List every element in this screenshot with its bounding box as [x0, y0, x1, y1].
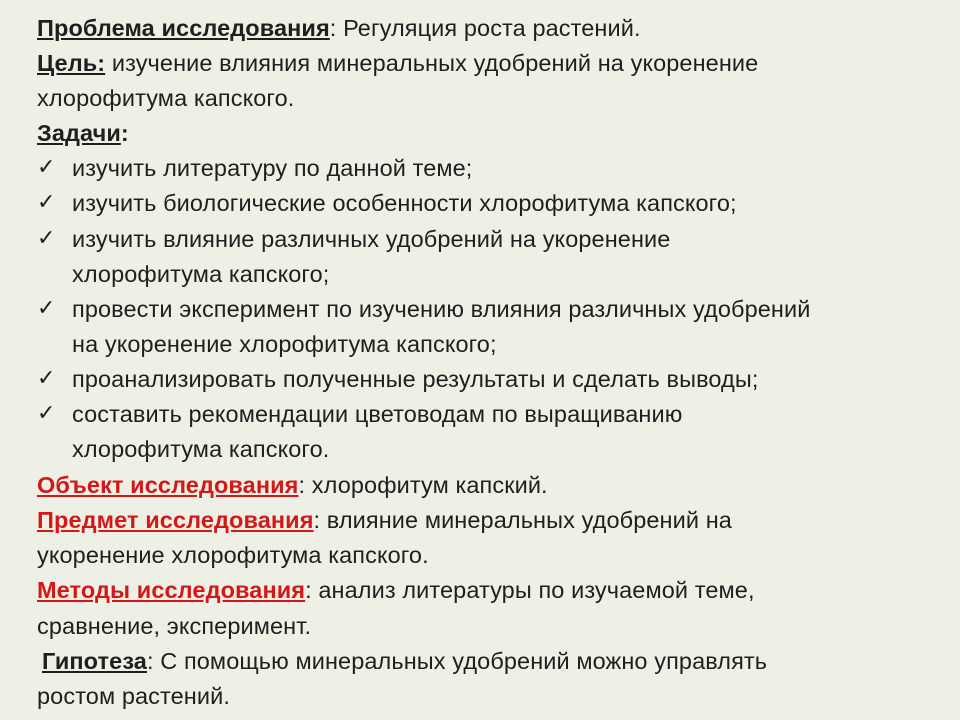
subject-line-2 [37, 540, 429, 570]
object-line [37, 470, 548, 500]
goal-text-1: изучение влияния минеральных удобрений на укоренение [105, 50, 759, 76]
object-text: хлорофитум капский. [305, 472, 548, 498]
subject-text-2: укоренение хлорофитума капского. [37, 542, 429, 568]
checkmark-icon: ✓ [37, 401, 56, 426]
methods-colon: : [305, 577, 312, 603]
methods-text-2: сравнение, эксперимент. [37, 613, 312, 639]
checkmark-icon: ✓ [37, 155, 56, 180]
task-item-3-line-2: хлорофитума капского; [72, 261, 330, 287]
methods-line-1 [37, 575, 755, 605]
problem-colon: : [329, 15, 337, 41]
object-label: Объект исследования [37, 472, 299, 498]
hypothesis-colon: : [146, 648, 154, 674]
task-item-5: проанализировать полученные результаты и сделать выводы; [72, 366, 759, 392]
subject-label: Предмет исследования [37, 507, 314, 533]
task-item-6-line-1: составить рекомендации цветоводам по выращиванию [72, 401, 683, 427]
task-item-1: изучить литературу по данной теме; [72, 155, 473, 181]
subject-text-1: влияние минеральных удобрений на [320, 507, 732, 533]
hypothesis-line-2 [37, 681, 230, 711]
tasks-label: Задачи [37, 120, 121, 146]
checkmark-icon: ✓ [37, 226, 56, 251]
methods-text-1: анализ литературы по изучаемой теме, [311, 577, 755, 603]
checkmark-icon: ✓ [37, 366, 56, 391]
goal-text-2: хлорофитума капского. [37, 85, 295, 111]
problem-line [37, 13, 641, 43]
hypothesis-label: Гипотеза [42, 648, 147, 674]
tasks-colon: : [120, 120, 129, 146]
hypothesis-text-1: С помощью минеральных удобрений можно управлять [153, 648, 768, 674]
subject-colon: : [313, 507, 321, 533]
tasks-header [37, 118, 129, 148]
subject-line-1 [37, 505, 732, 535]
methods-label: Методы исследования [37, 577, 306, 603]
methods-line-2 [37, 611, 311, 641]
goal-label: Цель: [37, 50, 106, 76]
goal-line-1 [37, 48, 758, 78]
checkmark-icon: ✓ [37, 296, 56, 321]
goal-line-2 [37, 83, 294, 113]
task-item-6-line-2: хлорофитума капского. [72, 436, 330, 462]
checkmark-icon: ✓ [37, 190, 56, 215]
task-item-3-line-1: изучить влияние различных удобрений на укоренение [72, 226, 671, 252]
hypothesis-line-1 [37, 646, 767, 676]
task-item-4-line-1: провести эксперимент по изучению влияния различных удобрений [72, 296, 811, 322]
hypothesis-text-2: ростом растений. [37, 683, 230, 709]
task-item-4-line-2: на укоренение хлорофитума капского; [72, 331, 497, 357]
problem-text: Регуляция роста растений. [336, 15, 641, 41]
object-colon: : [298, 472, 306, 498]
problem-label: Проблема исследования [37, 15, 330, 41]
task-item-2: изучить биологические особенности хлорофитума капского; [72, 190, 737, 216]
